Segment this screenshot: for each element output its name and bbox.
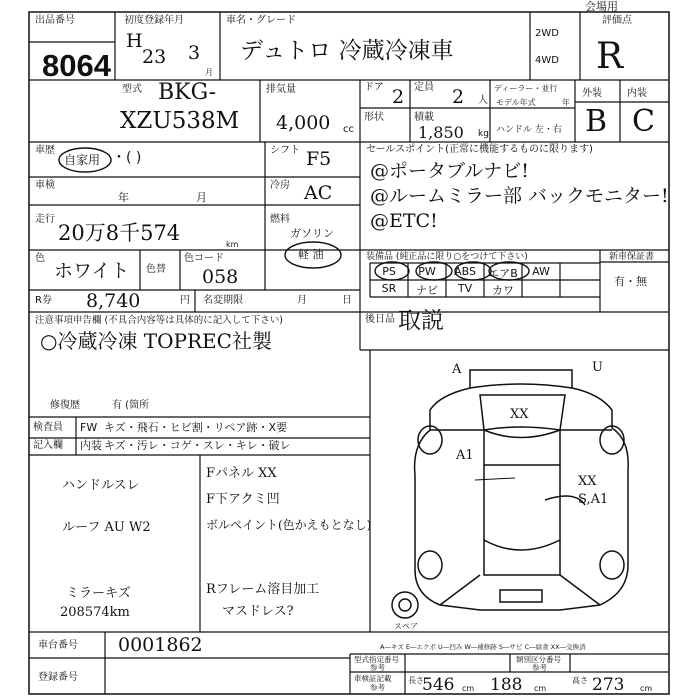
mileage-value: 20万8千574	[58, 221, 181, 245]
int-grade: C	[632, 104, 655, 139]
usage-rest: ・( )	[112, 150, 142, 166]
handle-label: ハンドル 左・右	[496, 125, 562, 135]
grade-label: 評価点	[602, 15, 632, 26]
car-label: 車名・グレード	[226, 15, 296, 26]
color-code-value: 058	[202, 266, 239, 288]
inspect-len-label: 車検証記載	[354, 674, 392, 683]
capacity-label: 定員	[414, 82, 434, 93]
diagram-mark-u: U	[592, 360, 603, 375]
color-label: 色	[35, 253, 45, 264]
ac-value: AC	[304, 182, 333, 204]
selling-item-3: @ETC!	[370, 210, 438, 232]
warranty-value: 有・無	[614, 275, 647, 288]
length-unit: cm	[462, 684, 475, 693]
load-unit: kg	[478, 129, 489, 139]
inspection-month-unit: 月	[196, 191, 207, 204]
chassis-label: 車台番号	[38, 640, 78, 651]
equip-abs: ABS	[454, 265, 476, 278]
reg-no-label: 登録番号	[38, 672, 78, 683]
color-code-label: 色コード	[184, 253, 224, 264]
name-change-month: 月	[297, 295, 307, 306]
type-cert-label: 型式指定番号	[354, 655, 399, 664]
ext-label: 外装	[582, 88, 602, 99]
ac-label: 冷房	[270, 180, 290, 191]
fuel-label: 燃料	[270, 214, 290, 225]
equip-pw: PW	[418, 265, 436, 278]
capacity-value: 2	[452, 86, 465, 108]
mileage-unit: km	[226, 240, 239, 249]
equip-ps: PS	[382, 265, 396, 278]
load-label: 積載	[414, 112, 434, 123]
length-value: 546	[422, 675, 455, 695]
handnote-right-4: Rフレーム溶目加工	[206, 582, 320, 597]
length-label: 長さ	[408, 676, 424, 685]
color-value: ホワイト	[54, 260, 130, 282]
first-reg-year: 23	[142, 46, 167, 68]
drive-2wd: 2WD	[535, 28, 559, 39]
load-value: 1,850	[418, 123, 464, 142]
repair-label: 修復歴	[50, 400, 80, 411]
after-docs-label: 後日品	[365, 314, 395, 325]
handnote-left-3: ミラーキズ	[66, 586, 131, 601]
type-cert-ref: 参考	[370, 663, 385, 672]
model-label: 型式	[122, 84, 142, 95]
displacement-label: 排気量	[266, 84, 296, 95]
damage-legend: A―キズ E―エクボ U―凹み W―補修跡 S―サビ C―腐食 XX―交換済	[380, 643, 586, 651]
class-no-ref: 参考	[532, 663, 547, 672]
name-change-day: 日	[342, 295, 352, 306]
diagram-mark-a: A	[452, 362, 462, 377]
chassis-value: 0001862	[118, 634, 203, 656]
handnote-left-1: ハンドルスレ	[62, 478, 140, 493]
equipment-label: 装備品 (純正品に限り○をつけて下さい)	[366, 252, 528, 262]
after-docs-value: 取説	[398, 308, 444, 334]
mileage-label: 走行	[35, 214, 55, 225]
inspector-label-2: 記入欄	[33, 440, 63, 451]
model-line2: XZU538M	[120, 108, 240, 134]
handnote-right-1: Fパネル XX	[206, 466, 277, 481]
model-line1: BKG-	[158, 80, 217, 105]
notes-label: 注意事項申告欄 (不具合内容等は具体的に記入して下さい)	[35, 315, 283, 326]
selling-item-1: @ポータブルナビ!	[370, 160, 529, 182]
doors-value: 2	[392, 86, 405, 108]
handnote-right-2: F下アクミ凹	[206, 492, 280, 507]
usage-label: 車歴	[35, 145, 55, 156]
inspector-int-text: キズ・汚レ・コゲ・スレ・キレ・破レ	[104, 439, 291, 452]
handnote-left-4: 208574km	[60, 605, 130, 620]
inspect-len-ref: 参考	[370, 683, 385, 692]
inspector-label-1: 検査員	[33, 422, 63, 433]
name-change-label: 名変期限	[203, 295, 243, 306]
equip-navi: ナビ	[416, 284, 438, 297]
inspector-int: 内装	[80, 439, 102, 452]
height-label: 高さ	[572, 676, 588, 685]
model-year-label: モデル年式	[496, 98, 536, 107]
first-reg-month-unit: 月	[205, 68, 213, 77]
usage-value: 自家用	[64, 153, 101, 167]
fuel-gas: ガソリン	[290, 227, 334, 240]
drive-4wd: 4WD	[535, 55, 559, 66]
int-label: 内装	[627, 88, 647, 99]
spare-label: スペア	[394, 622, 418, 631]
selling-label: セールスポイント(正常に機能するものに限ります)	[366, 144, 593, 155]
handnote-right-3: ボルペイント(色かえもとなし)	[206, 518, 372, 532]
ext-grade: B	[585, 104, 608, 139]
equip-leather: カワ	[492, 284, 514, 297]
recycle-unit: 円	[180, 295, 190, 306]
lot-label: 出品番号	[35, 15, 75, 26]
equip-tv: TV	[457, 282, 473, 295]
height-unit: cm	[640, 684, 653, 693]
recycle-label: R券	[35, 295, 52, 306]
inspection-label: 車検	[35, 180, 55, 191]
repair-value: 有 (箇所	[112, 400, 150, 411]
handnote-right-5: マスドレス?	[222, 604, 294, 619]
shift-label: シフト	[270, 145, 300, 156]
displacement-unit: cc	[343, 124, 354, 135]
shape-label: 形状	[364, 112, 384, 123]
fuel-diesel: 軽 油	[298, 248, 324, 261]
inspector-fw: FW	[80, 421, 98, 434]
first-reg-month: 3	[188, 42, 201, 64]
doors-label: ドア	[364, 82, 384, 93]
notes-value: ○冷蔵冷凍 TOPREC社製	[40, 329, 272, 353]
height-value: 273	[592, 675, 625, 695]
capacity-unit: 人	[478, 95, 488, 106]
width-value: 188	[490, 675, 523, 695]
diagram-mark-xx-1: XX	[510, 407, 529, 422]
equip-airbag: エアB	[488, 267, 518, 280]
equip-aw: AW	[532, 265, 550, 278]
model-year-unit: 年	[562, 98, 570, 107]
diagram-mark-a1: A1	[456, 448, 474, 463]
inspector-fw-text: キズ・飛石・ヒビ割・リペア跡・X要	[104, 421, 288, 434]
displacement-value: 4,000	[276, 112, 331, 134]
warranty-label: 新車保証書	[609, 252, 655, 262]
recycle-value: 8,740	[86, 290, 141, 312]
handnote-left-2: ルーフ AU W2	[62, 520, 151, 535]
shift-value: F5	[306, 148, 332, 170]
grade-value: R	[596, 36, 624, 77]
header-top-right: 会場用	[585, 0, 618, 13]
car-name: デュトロ 冷蔵冷凍車	[240, 38, 454, 64]
selling-item-2: @ルームミラー部 バックモニター!	[370, 185, 669, 207]
equip-sr: SR	[381, 282, 397, 295]
diagram-mark-xx-2: XX	[578, 474, 597, 489]
first-reg-label: 初度登録年月	[124, 15, 184, 26]
lot-number: 8064	[42, 48, 111, 83]
first-reg-era: H	[126, 30, 143, 52]
class-no-label: 類別区分番号	[516, 655, 561, 664]
dealer-label: ディーラー・並行	[494, 84, 558, 93]
width-unit: cm	[534, 684, 547, 693]
color-change-label: 色替	[146, 264, 166, 275]
inspection-year-unit: 年	[118, 191, 129, 204]
diagram-mark-sa1: S,A1	[578, 492, 609, 507]
